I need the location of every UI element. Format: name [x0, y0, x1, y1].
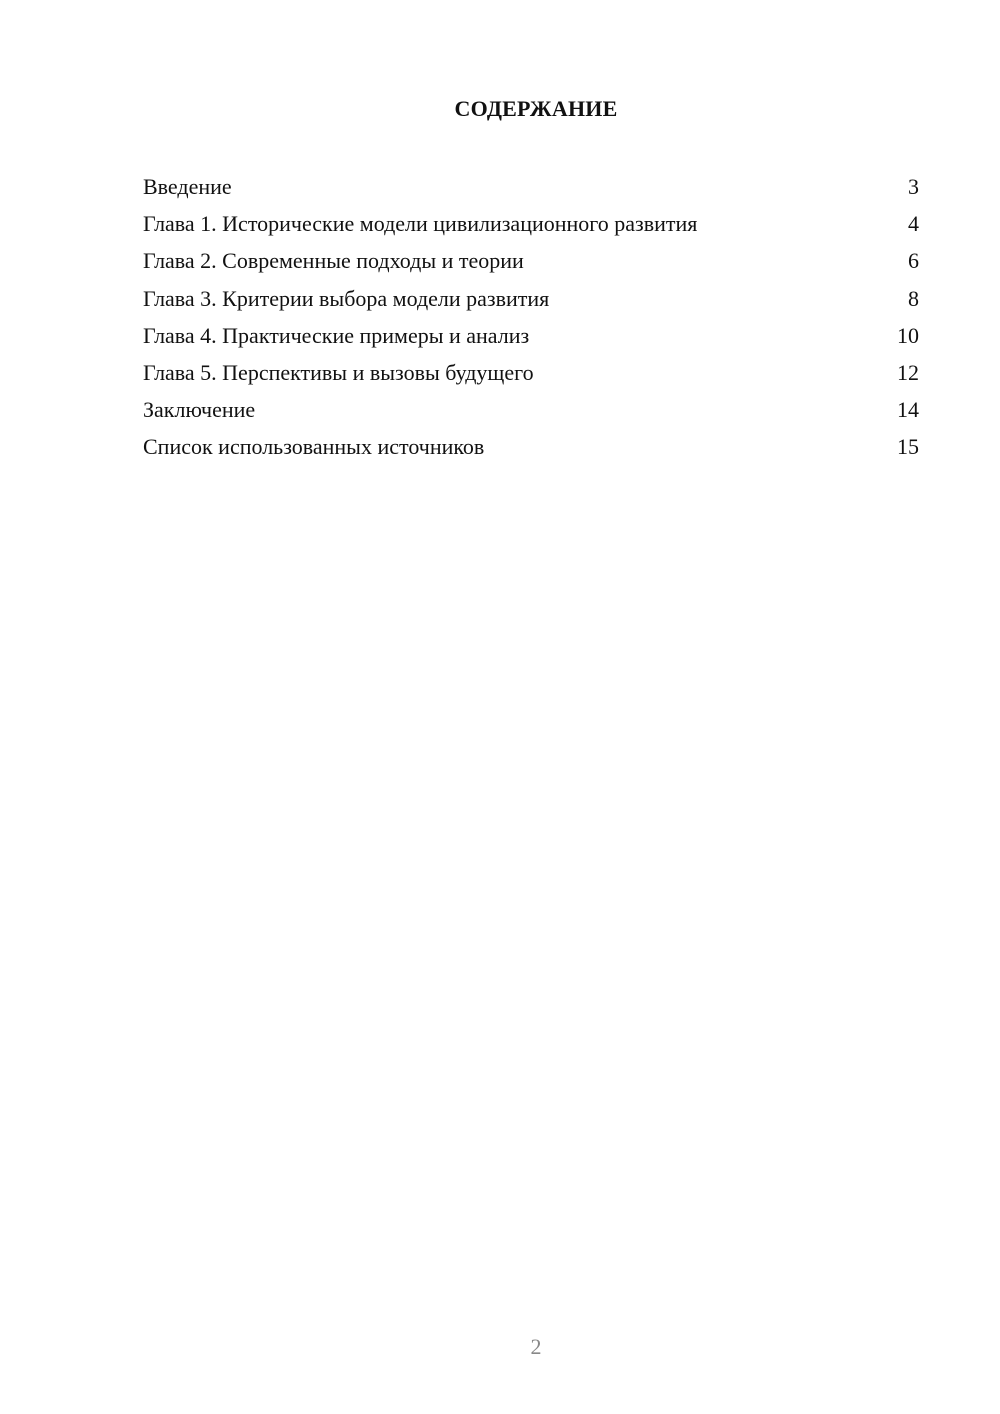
toc-entry-page-number: 10 [897, 322, 919, 348]
toc-entry-chapter-5 [143, 354, 919, 391]
toc-entry-page-number: 3 [908, 174, 919, 199]
toc-entry-title: Список использованных источников [143, 434, 485, 460]
toc-entry-page-number: 12 [897, 359, 919, 385]
toc-entry-page-number: 8 [908, 285, 919, 311]
toc-entry-page-number: 14 [897, 397, 919, 423]
toc-entry-title: Глава 5. Перспективы и вызовы будущего [143, 359, 534, 385]
toc-entry-title: Глава 4. Практические примеры и анализ [143, 322, 530, 348]
toc-entry-title: Глава 1. Исторические модели цивилизационного развития [143, 211, 698, 237]
table-of-contents [143, 168, 919, 466]
page-title: СОДЕРЖАНИЕ [454, 96, 618, 121]
toc-entry-title: Введение [143, 174, 232, 199]
toc-entry-chapter-3 [143, 280, 919, 317]
toc-entry-introduction [143, 168, 919, 205]
toc-entry-chapter-4 [143, 317, 919, 354]
toc-entry-page-number: 4 [908, 211, 919, 237]
toc-entry-title: Глава 2. Современные подходы и теории [143, 248, 524, 274]
toc-entry-chapter-1 [143, 205, 919, 242]
toc-entry-page-number: 15 [897, 434, 919, 460]
page-number: 2 [530, 1334, 542, 1359]
toc-entry-references [143, 428, 919, 465]
toc-entry-chapter-2 [143, 242, 919, 279]
toc-entry-conclusion [143, 391, 919, 428]
toc-entry-page-number: 6 [908, 248, 919, 274]
toc-entry-title: Заключение [143, 397, 256, 423]
toc-entry-title: Глава 3. Критерии выбора модели развития [143, 285, 550, 311]
